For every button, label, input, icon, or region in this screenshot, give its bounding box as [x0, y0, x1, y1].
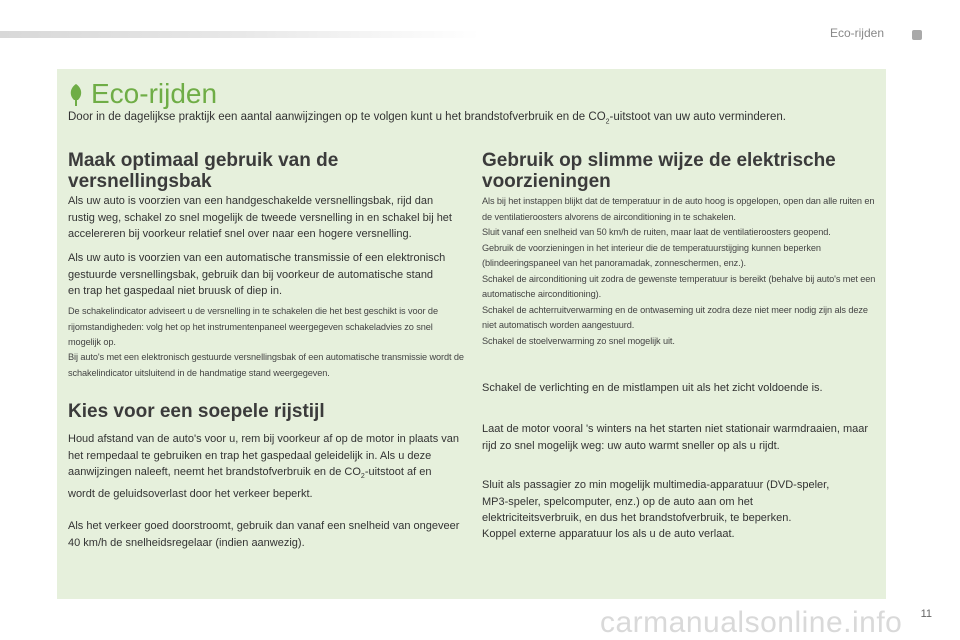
electrical-tips [482, 194, 878, 349]
leaf-icon [68, 83, 84, 107]
electrical-tip: Sluit vanaf een snelheid van 50 km/h de ruiten, maar laat de ventilatieroosters geopend. [482, 227, 831, 237]
gearbox-note-1: De schakelindicator adviseert u de versnelling in te schakelen die het best geschikt is voor de rijomstandigheden: volg het op het instrumentenpaneel weergegeven schakeladvies zo snel mogelijk op. [68, 306, 438, 347]
header-bar [0, 31, 480, 38]
engine-paragraph: Laat de motor vooral 's winters na het starten niet stationair warmdraaien, maar rijd zo snel mogelijk weg: uw auto warmt sneller op als u rijdt. [482, 423, 869, 452]
electrical-tip: Gebruik de voorzieningen in het interieur die de temperatuurstijging kunnen beperken (blindeeringspaneel van het panoramadak, zonneschermen, enz.). [482, 242, 821, 268]
multimedia-paragraph: Sluit als passagier zo min mogelijk multimedia-apparatuur (DVD-speler, MP3-speler, spelcomputer, enz.) op de auto aan om het elektriciteitsverbruik, en dus het brandstofverbruik, te beperken. [482, 479, 830, 524]
gearbox-note-2: Bij auto's met een elektronisch gestuurde versnellingsbak of een automatische transmissie wordt de schakelindicator uitsluitend in de handmatige stand weergegeven. [68, 352, 464, 378]
gearbox-paragraph-2: Als uw auto is voorzien van een automatische transmissie of een elektronisch gestuurde versnellingsbak, gebruik dan bij voorkeur de automatische stand en trap het gaspedaal niet bruusk of diep in. [68, 252, 446, 297]
header-section-title: Eco-rijden [829, 26, 884, 40]
style-paragraph-1: Houd afstand van de auto's voor u, rem bij voorkeur af op de motor in plaats van het rempedaal te gebruiken en trap het gaspedaal geleidelijk in. Als u deze aanwijzingen naleeft, neemt het brandstofverbruik en de $CO_2$-uitstoot af en wordt de geluidsoverlast door het verkeer beperkt. [68, 433, 459, 500]
electrical-tip: Als bij het instappen blijkt dat de temperatuur in de auto hoog is opgelopen, open dan alle ruiten en de ventilatieroosters alvorens de airconditioning in te schakelen. [482, 196, 875, 222]
heading-driving-style: Kies voor een soepele rijstijl [68, 401, 325, 422]
page-title: Eco-rijden [91, 78, 218, 109]
electrical-tip: Schakel de airconditioning uit zodra de gewenste temperatuur is bereikt (behalve bij auto's met een automatische airconditioning). [482, 273, 876, 299]
lights-paragraph: Schakel de verlichting en de mistlampen uit als het zicht voldoende is. [482, 382, 823, 394]
corner-tab-marker [912, 30, 922, 40]
intro-text: Door in de dagelijkse praktijk een aantal aanwijzingen op te volgen kunt u het brandstofverbruik en de $CO_2$-uitstoot van uw auto verminderen. [68, 111, 786, 126]
external-devices-paragraph: Koppel externe apparatuur los als u de auto verlaat. [482, 528, 735, 540]
watermark: carmanualsonline.info [600, 606, 903, 639]
electrical-tip: Schakel de achterruitverwarming en de ontwaseming uit zodra deze niet meer nodig zijn als deze niet automatisch worden aangestuurd. [482, 304, 868, 330]
electrical-tip: Schakel de stoelverwarming zo snel mogelijk uit. [482, 335, 675, 346]
page-number: 11 [920, 608, 932, 620]
gearbox-paragraph-1: Als uw auto is voorzien van een handgeschakelde versnellingsbak, rijd dan rustig weg, schakel zo snel mogelijk de tweede versnelling in en schakel bij het accelereren bij voorkeur relatief snel over naar een hogere versnelling. [68, 195, 452, 240]
style-paragraph-2: Als het verkeer goed doorstroomt, gebruik dan vanaf een snelheid van ongeveer 40 km/h de snelheidsregelaar (indien aanwezig). [68, 520, 460, 549]
heading-electrical: Gebruik op slimme wijze de elektrische voorzieningen [482, 150, 836, 192]
heading-gearbox: Maak optimaal gebruik van de versnellingsbak [68, 150, 339, 192]
